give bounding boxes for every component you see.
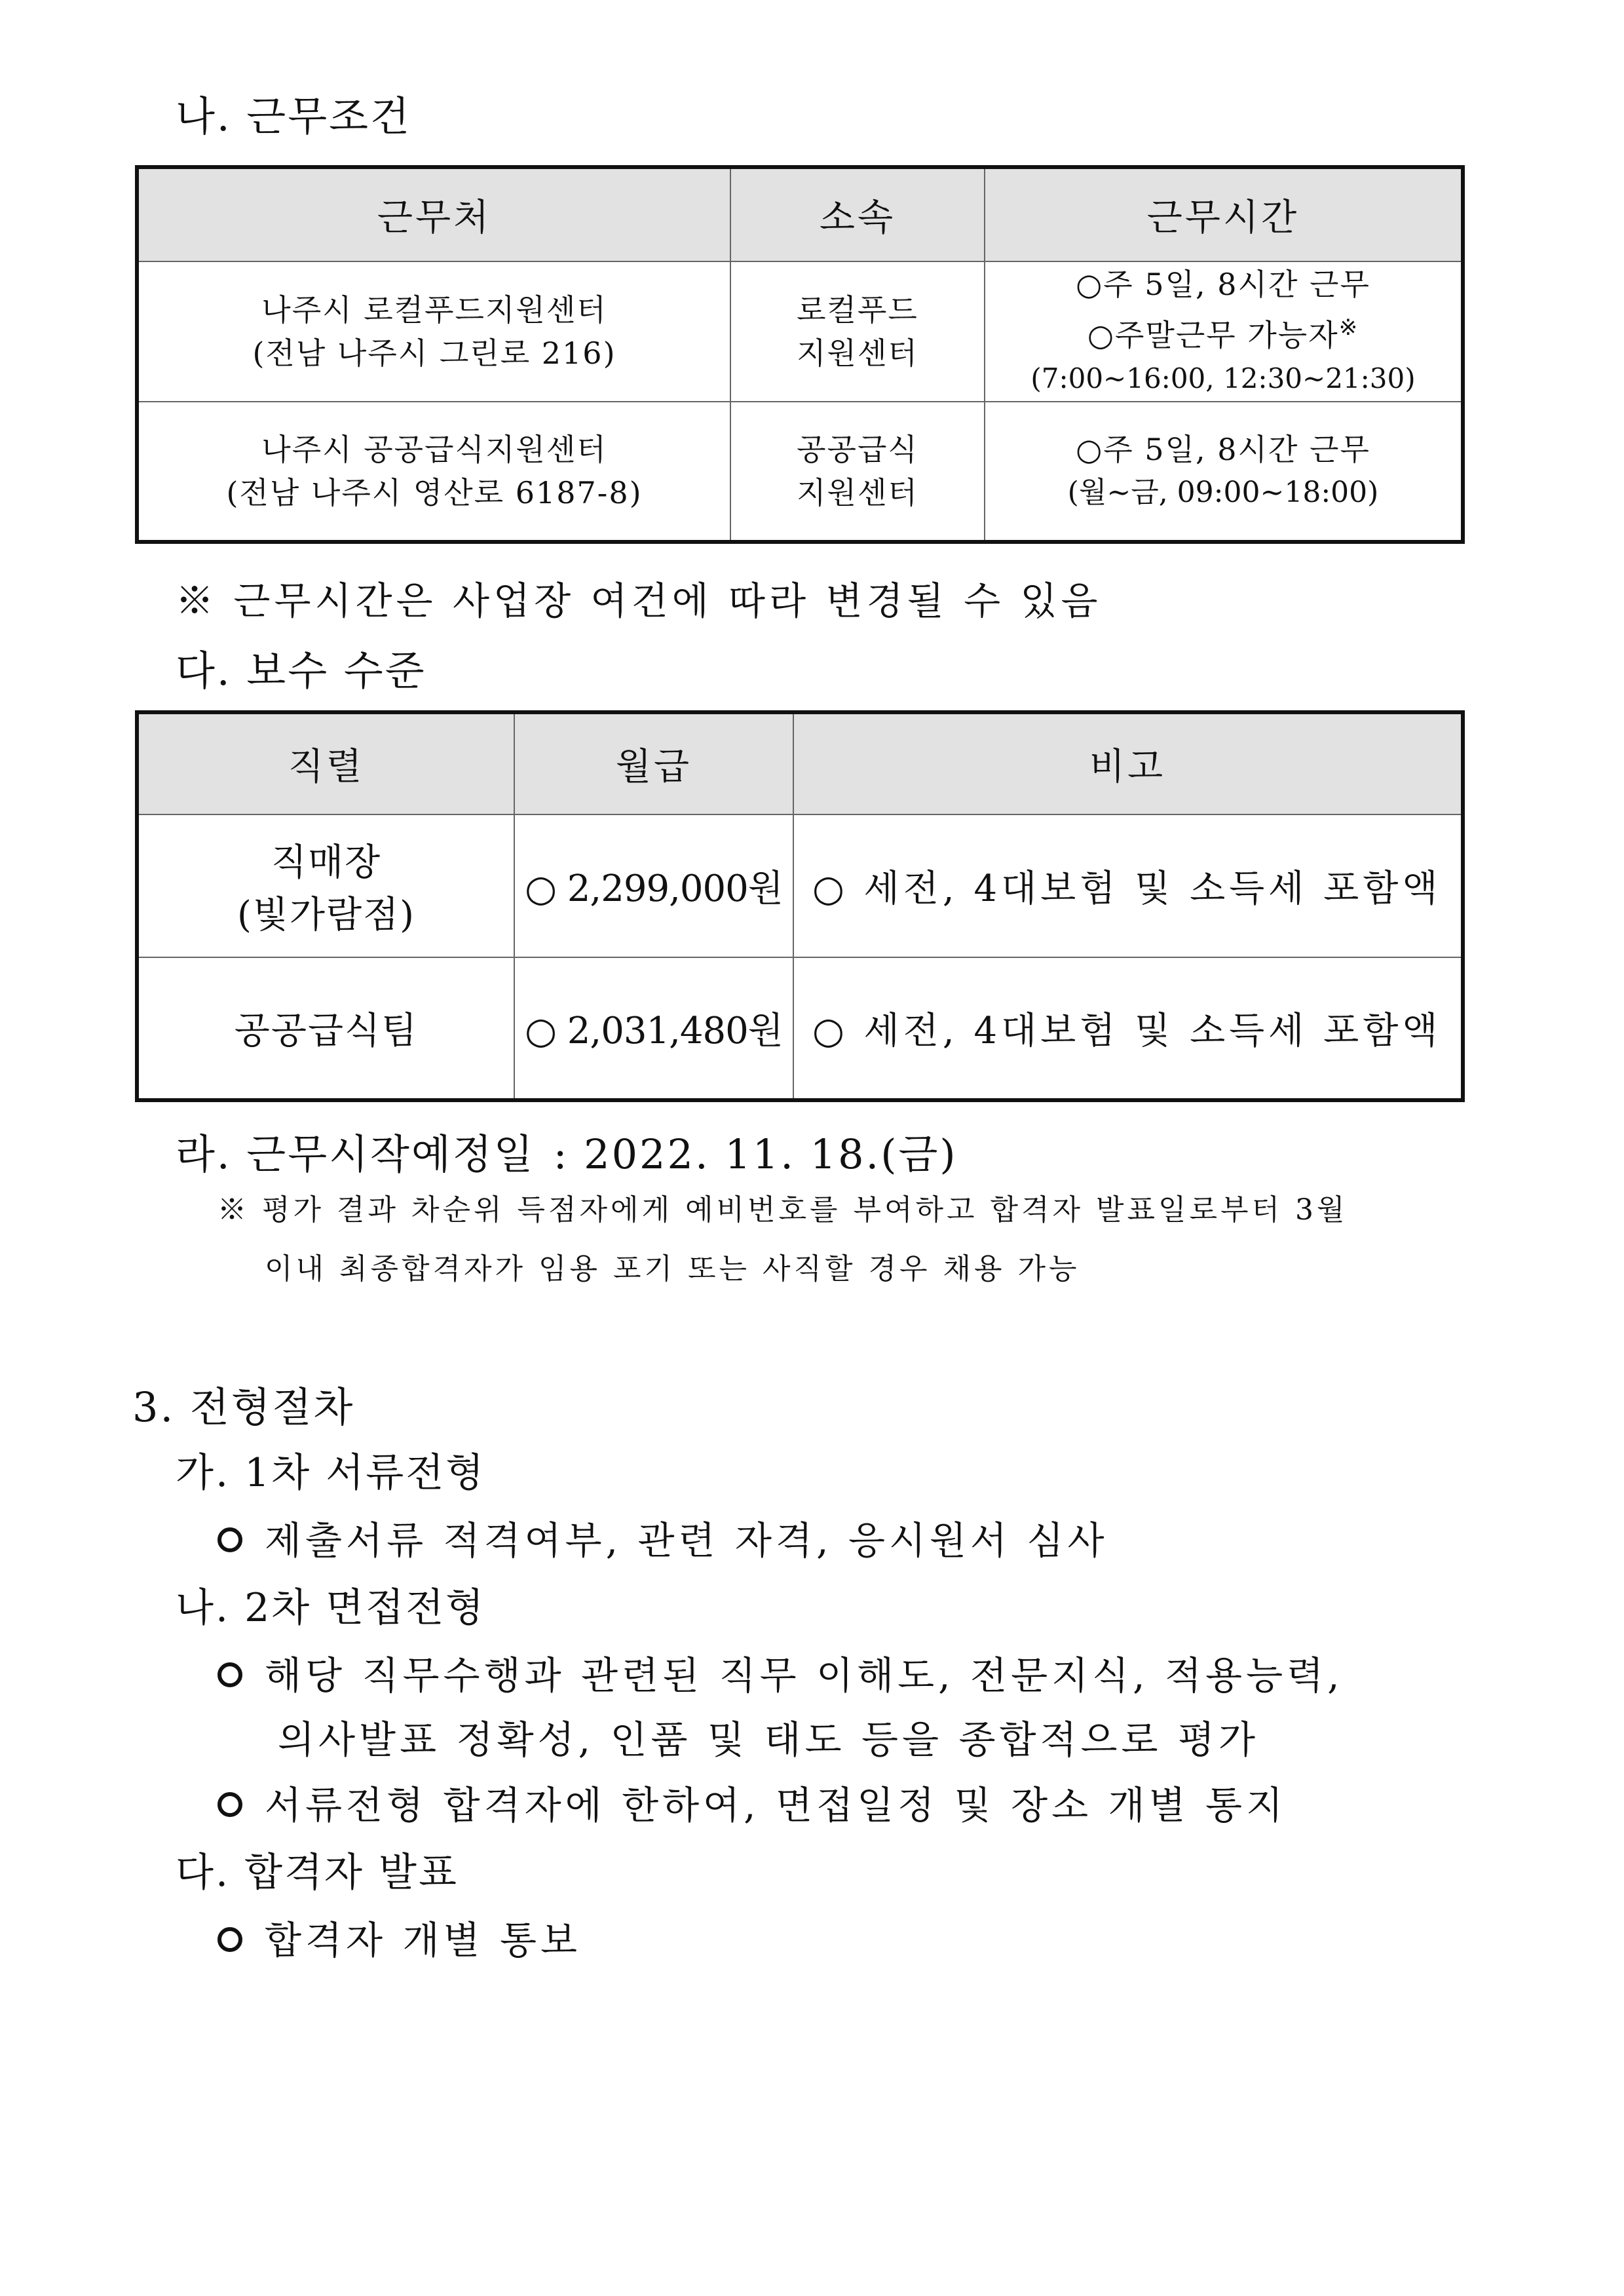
header-workplace: 근무처 (137, 167, 730, 261)
start-note-line: ※ 평가 결과 차순위 득점자에게 예비번호를 부여하고 합격자 발표일로부터 3월 (217, 1193, 1348, 1227)
step3-item: 합격자 개별 통보 (265, 1918, 582, 1962)
circle-bullet-icon (217, 1662, 242, 1687)
workplace-name: 나주시 로컬푸드지원센터 (261, 292, 607, 328)
position-line: (빛가람점) (236, 894, 416, 936)
step2-title: 나. 2차 면접전형 (176, 1585, 486, 1631)
department-cell (730, 261, 985, 402)
work-hours-line: ○주 5일, 8시간 근무 (1076, 267, 1370, 303)
reference-mark: ※ (1338, 315, 1359, 341)
circle-bullet-icon (217, 1927, 242, 1952)
circle-bullet-icon (217, 1527, 242, 1552)
work-hours-note: ※ 근무시간은 사업장 여건에 따라 변경될 수 있음 (176, 579, 1102, 623)
table-row (137, 402, 1463, 542)
table-header-row (137, 167, 1463, 261)
workplace-cell (137, 261, 730, 402)
weekend-text: ○주말근무 가능자 (1087, 317, 1339, 353)
step2-item1-line2: 의사발표 정확성, 인품 및 태도 등을 종합적으로 평가 (278, 1717, 1260, 1762)
header-department: 소속 (730, 167, 985, 261)
workplace-name: 나주시 공공급식지원센터 (261, 432, 607, 467)
section-title-work-conditions: 나. 근무조건 (176, 92, 411, 140)
pay-table (135, 710, 1465, 1102)
step1-title: 가. 1차 서류전형 (176, 1450, 486, 1496)
work-hours-line: (월~금, 09:00~18:00) (1067, 476, 1379, 509)
header-remark: 비고 (793, 712, 1463, 814)
position-cell (137, 814, 514, 957)
department-line: 지원센터 (797, 475, 918, 510)
work-conditions-table (135, 165, 1465, 544)
table-header-row (137, 712, 1463, 814)
section-title-procedure: 3. 전형절차 (132, 1383, 355, 1431)
section-title-start-date: 라. 근무시작예정일 (176, 1130, 535, 1178)
salary-cell: ○ 2,031,480원 (514, 957, 793, 1100)
work-hours-line: (7:00~16:00, 12:30~21:30) (1030, 362, 1416, 394)
work-hours-line (985, 306, 1461, 356)
list-item (217, 1510, 1108, 1565)
position-line: 직매장 (271, 841, 382, 884)
step2-item2: 서류전형 합격자에 한하여, 면접일정 및 장소 개별 통지 (265, 1783, 1287, 1827)
start-date-line (176, 1122, 958, 1180)
workplace-cell (137, 402, 730, 542)
list-item (217, 1774, 1287, 1829)
start-date-value: : 2022. 11. 18.(금) (553, 1130, 958, 1178)
start-note-line: 이내 최종합격자가 임용 포기 또는 사직할 경우 채용 가능 (265, 1252, 1080, 1286)
step3-title: 다. 합격자 발표 (176, 1850, 459, 1896)
section-title-pay: 다. 보수 수준 (176, 647, 426, 695)
table-row (137, 957, 1463, 1100)
header-work-hours: 근무시간 (985, 167, 1463, 261)
department-line: 지원센터 (797, 335, 918, 371)
step2-item1-line1: 해당 직무수행과 관련된 직무 이해도, 전문지식, 적용능력, (265, 1653, 1344, 1698)
position-cell: 공공급식팀 (137, 957, 514, 1100)
circle-bullet-icon (217, 1792, 242, 1817)
remark-cell: ○ 세전, 4대보험 및 소득세 포함액 (793, 814, 1463, 957)
work-hours-line: ○주 5일, 8시간 근무 (1076, 432, 1370, 467)
workplace-address: (전남 나주시 그린로 216) (252, 335, 616, 371)
department-line: 공공급식 (797, 432, 918, 467)
list-item (217, 1909, 581, 1964)
work-hours-cell (985, 261, 1463, 402)
remark-cell: ○ 세전, 4대보험 및 소득세 포함액 (793, 957, 1463, 1100)
salary-cell: ○ 2,299,000원 (514, 814, 793, 957)
workplace-address: (전남 나주시 영산로 6187-8) (226, 475, 643, 510)
work-hours-cell (985, 402, 1463, 542)
header-position: 직렬 (137, 712, 514, 814)
header-salary: 월급 (514, 712, 793, 814)
step1-item: 제출서류 적격여부, 관련 자격, 응시원서 심사 (265, 1518, 1108, 1563)
table-row (137, 814, 1463, 957)
department-cell (730, 402, 985, 542)
department-line: 로컬푸드 (797, 292, 918, 328)
table-row (137, 261, 1463, 402)
list-item (217, 1645, 1344, 1700)
